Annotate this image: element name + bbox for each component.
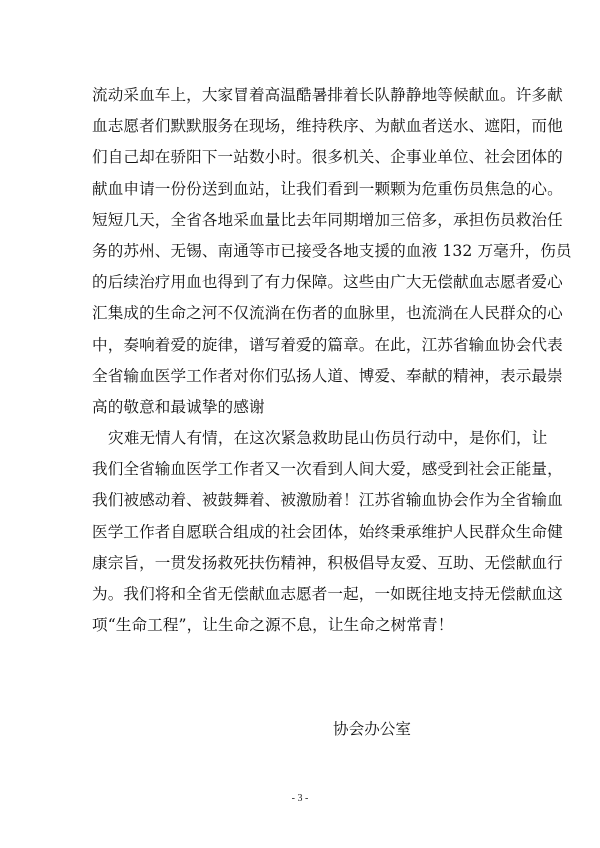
text-line: 为。我们将和全省无偿献血志愿者一起，一如既往地支持无偿献血这 <box>92 585 563 603</box>
text-line: 高的敬意和最诚挚的感谢 <box>92 397 265 416</box>
text-line: 献血申请一份份送到血站，让我们看到一颗颗为危重伤员焦急的心。 <box>92 179 563 198</box>
text-line: 医学工作者自愿联合组成的社会团体，始终秉承维护人民群众生命健 <box>92 522 563 541</box>
paragraph-start-line: 灾难无情人有情，在这次紧急救助昆山伤员行动中，是你们，让 <box>108 429 548 448</box>
text-line: 我们被感动着、被鼓舞着、被激励着！江苏省输血协会作为全省输血 <box>92 491 563 510</box>
text-line: 中，奏响着爱的旋律，谱写着爱的篇章。在此，江苏省输血协会代表 <box>92 335 563 354</box>
text-line: 们自己却在骄阳下一站数小时。很多机关、企事业单位、社会团体的 <box>92 148 563 167</box>
text-line: 血志愿者们默默服务在现场，维持秩序、为献血者送水、遮阳，而他 <box>92 117 563 136</box>
signature: 协会办公室 <box>333 720 411 738</box>
text-line: 流动采血车上，大家冒着高温酷暑排着长队静静地等候献血。许多献 <box>92 86 563 104</box>
text-line: 务的苏州、无锡、南通等市已接受各地支援的血液 132 万毫升，伤员 <box>92 241 572 260</box>
text-line: 我们全省输血医学工作者又一次看到人间大爱，感受到社会正能量， <box>92 460 563 479</box>
text-line: 康宗旨，一贯发扬救死扶伤精神，积极倡导友爱、互助、无偿献血行 <box>92 553 563 572</box>
body-text <box>92 80 572 641</box>
text-line: 项“生命工程”，让生命之源不息，让生命之树常青！ <box>92 616 454 635</box>
text-line: 的后续治疗用血也得到了有力保障。这些由广大无偿献血志愿者爱心 <box>92 273 563 292</box>
text-line: 短短几天，全省各地采血量比去年同期增加三倍多，承担伤员救治任 <box>92 210 563 229</box>
text-line: 全省输血医学工作者对你们弘扬人道、博爱、奉献的精神，表示最崇 <box>92 366 563 385</box>
text-line: 汇集成的生命之河不仅流淌在伤者的血脉里，也流淌在人民群众的心 <box>92 304 563 323</box>
page-number: - 3 - <box>291 793 309 804</box>
